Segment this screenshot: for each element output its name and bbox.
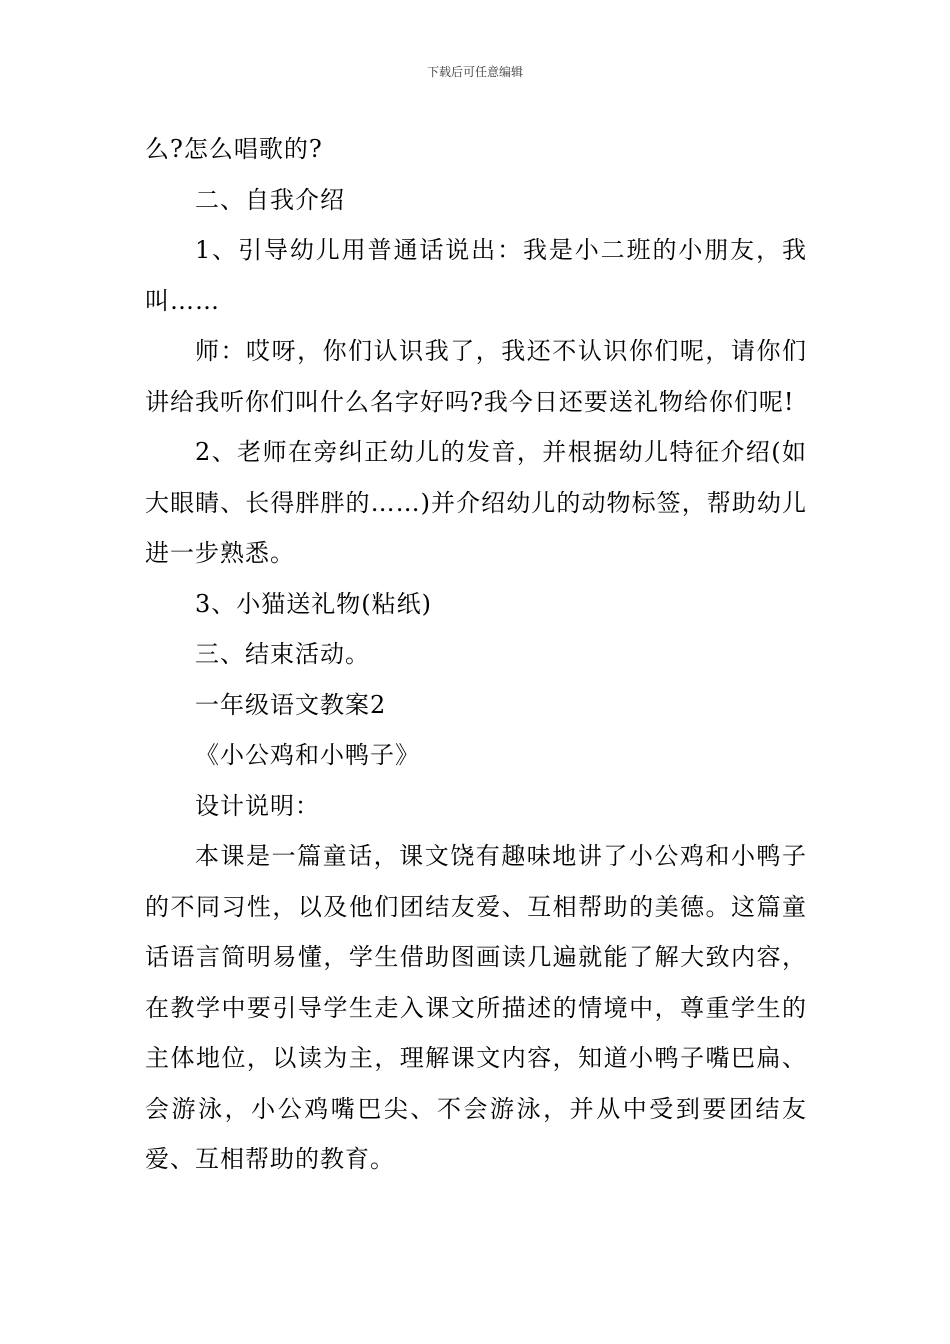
paragraph: 本课是一篇童话，课文饶有趣味地讲了小公鸡和小鸭子的不同习性，以及他们团结友爱、互相帮助的美德。这篇童话语言简明易懂，学生借助图画读几遍就能了解大致内容，在教学中要引导学生走入课文所描述的情境中，尊重学生的主体地位，以读为主，理解课文内容，知道小鸭子嘴巴扁、会游泳，小公鸡嘴巴尖、不会游泳，并从中受到要团结友爱、互相帮助的教育。	[145, 842, 807, 1173]
paragraph: 么?怎么唱歌的?	[145, 135, 323, 163]
paragraph: 1、引导幼儿用普通话说出：我是小二班的小朋友，我叫……	[145, 236, 807, 315]
document-body	[145, 124, 807, 1185]
section-heading: 二、自我介绍	[195, 185, 345, 214]
page-header-note: 下载后可任意编辑	[426, 65, 523, 79]
section-heading: 三、结束活动。	[195, 640, 370, 668]
lesson-title: 一年级语文教案2	[195, 690, 387, 719]
lesson-subtitle: 《小公鸡和小鸭子》	[195, 741, 420, 769]
paragraph: 师：哎呀，你们认识我了，我还不认识你们呢，请你们讲给我听你们叫什么名字好吗?我今日还要送礼物给你们呢!	[145, 337, 807, 416]
section-heading: 设计说明：	[195, 791, 320, 820]
paragraph: 3、小猫送礼物(粘纸)	[195, 589, 432, 618]
paragraph: 2、老师在旁纠正幼儿的发音，并根据幼儿特征介绍(如大眼睛、长得胖胖的……)并介绍幼儿的动物标签，帮助幼儿进一步熟悉。	[145, 438, 807, 567]
